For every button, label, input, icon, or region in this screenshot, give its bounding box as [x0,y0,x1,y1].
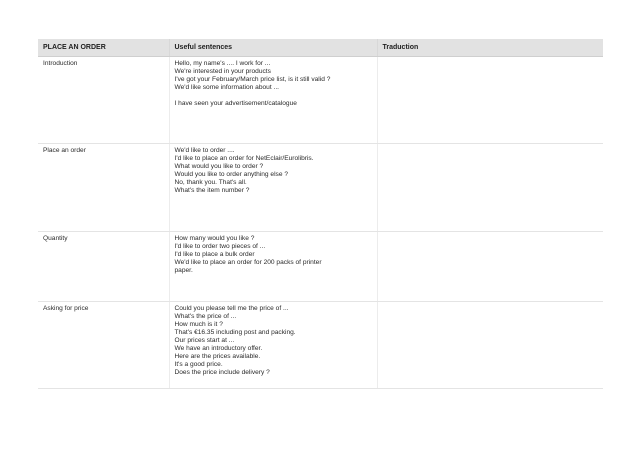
sentences-cell [169,302,377,389]
sentence: I'd like to place an order for NetEclair/Eurolibris. [174,155,314,162]
sentences-cell [169,144,377,232]
table-row [38,232,603,302]
sentence: That's €16.35 including post and packing. [174,329,296,336]
sentence: How many would you like ? [174,235,255,242]
sentence: We have an introductory offer. [174,345,263,352]
sentence: Does the price include delivery ? [174,369,270,376]
sentence: We'd like to place an order for 200 packs of printer [174,259,322,266]
traduction-cell [377,232,603,302]
row-label: Place an order [38,144,169,232]
sentence: Here are the prices available. [174,353,261,360]
sentence: Hello, my name's .... I work for ... [174,60,271,67]
row-label: Asking for price [38,302,169,389]
sentence: I have seen your advertisement/catalogue [174,100,297,107]
table-row [38,302,603,389]
sentence: paper. [174,267,193,274]
header-useful-sentences: Useful sentences [169,39,377,57]
sentence: No, thank you. That's all. [174,179,247,186]
sentence: What's the item number ? [174,187,250,194]
sentence: Our prices start at ... [174,337,235,344]
table-row [38,144,603,232]
sentence: Would you like to order anything else ? [174,171,289,178]
sentences-cell [169,232,377,302]
order-phrases-table [38,39,603,389]
sentence: We'd like to order .... [174,147,235,154]
header-place-an-order: PLACE AN ORDER [38,39,169,57]
sentence: We'd like some information about ... [174,84,279,91]
sentence: Could you please tell me the price of ... [174,305,289,312]
sentence: How much is it ? [174,321,223,328]
traduction-cell [377,57,603,144]
sentences-cell [169,57,377,144]
sentence: It's a good price. [174,361,223,368]
table-row [38,57,603,144]
traduction-cell [377,302,603,389]
row-label: Introduction [38,57,169,144]
sentence: I've got your February/March price list, is it still valid ? [174,76,331,83]
table-header-row [38,39,603,57]
sentence: What would you like to order ? [174,163,264,170]
row-label: Quantity [38,232,169,302]
sentence: What's the price of ... [174,313,237,320]
sentence: We're interested in your products [174,68,271,75]
sentence: I'd like to order two pieces of ... [174,243,266,250]
header-traduction: Traduction [377,39,603,57]
traduction-cell [377,144,603,232]
sentence: I'd like to place a bulk order [174,251,255,258]
worksheet [38,39,603,396]
